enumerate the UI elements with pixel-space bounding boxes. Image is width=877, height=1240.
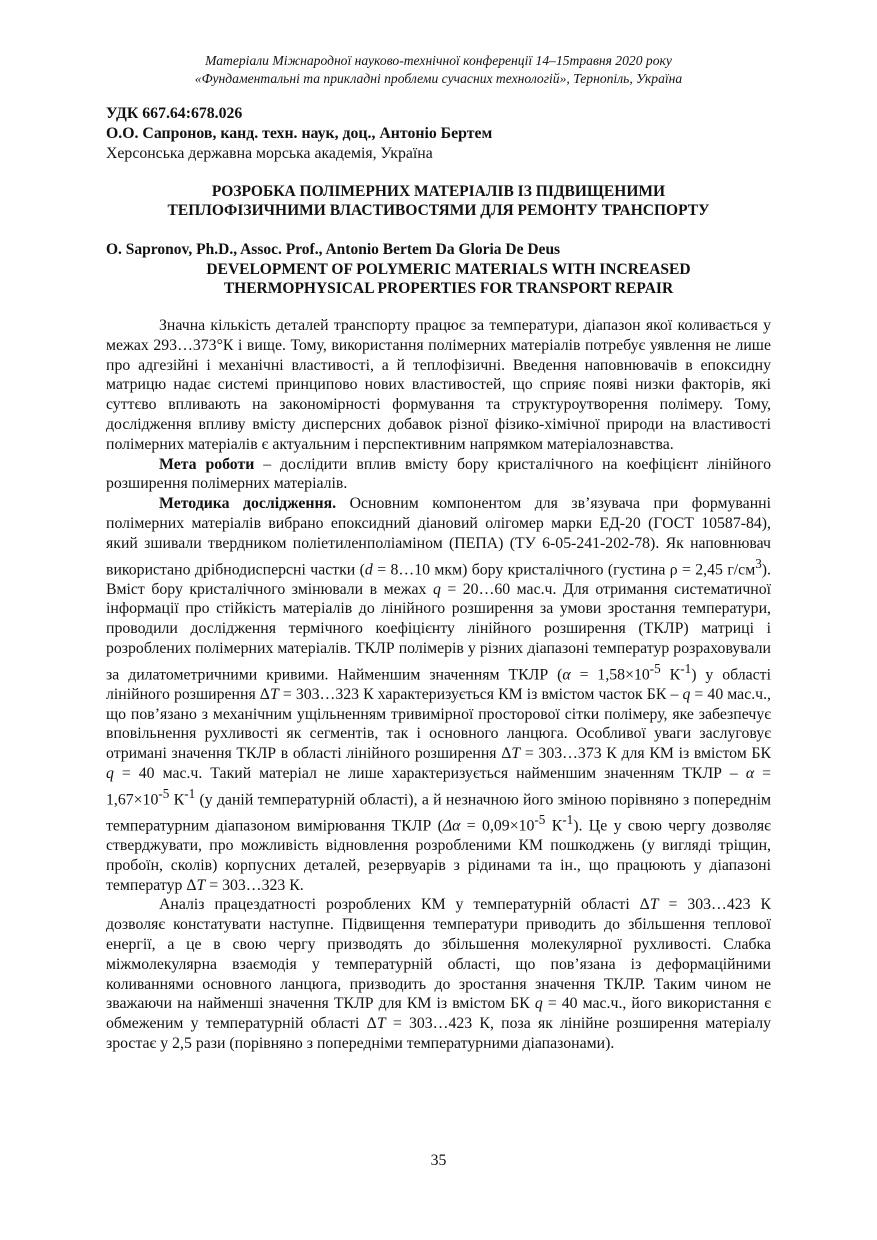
method-text: = 40 мас.ч., що пов’язано з механічним ущільненням тривимірної просторової сітки полімеру, яке забезпечує вповільнення рухливості як сегментів, так і основного ланцюга. Особливої уваги заслуговує отримані значення ТКЛР в області лінійного розширення Δ (106, 685, 771, 763)
udc-code: УДК 667.64:678.026 (106, 105, 243, 122)
var-t: T (511, 745, 521, 763)
method-text: ). Вміст бору кристалічного змінювали в межах (106, 560, 771, 598)
superscript: -5 (534, 811, 546, 827)
var-q: q (682, 685, 691, 703)
goal-text: – дослідити вплив вмісту бору кристалічного на коефіцієнт лінійного розширення полімерних матеріалів. (106, 455, 771, 493)
var-t: T (196, 876, 206, 894)
var-q: q (432, 580, 441, 598)
var-alpha: α (562, 666, 571, 684)
superscript: -1 (562, 811, 574, 827)
analysis-text: = 303…423 К дозволяє констатувати наступне. Підвищення температури приводить до збільшення теплової енергії, а це в свою чергу призводять до збільшення молекулярної рухливості. Слабка міжмолекулярна взаємодія у температурній області, що пов’язана із деформаційними коливаннями основного ланцюга, призводить до зростання значення ТКЛР. Таким чином не зважаючи на найменші значення ТКЛР для КМ із вмістом БК (106, 896, 771, 1013)
affiliation: Херсонська державна морська академія, Україна (106, 145, 433, 162)
method-text: = 20…60 мас.ч. Для отримання систематичної інформації про стійкість матеріалів до лінійного розширення за умови зростання температури, проводили дослідження термічного коефіцієнту лінійного розширення (ТКЛР) матриці і розроблених полімерних матеріалів. ТКЛР полімерів у різних діапазоні температур розраховували за дилатометричними кривими. Найменшим значенням ТКЛР ( (106, 580, 771, 684)
var-t: T (269, 685, 279, 703)
paragraph-goal (106, 455, 771, 495)
superscript: 3 (755, 555, 762, 571)
paragraph-analysis (106, 895, 771, 1053)
method-text: = 1,67×10 (106, 765, 772, 809)
method-text: ). Це у свою чергу дозволяє стверджувати, про можливість відновлення розробленими КМ пошкоджень (у вигляді тріщин, пробоїн, сколів) корпусних деталей, резервуарів з рідинами та ін., що працюють у діапазоні температур Δ (106, 817, 771, 894)
paragraph-intro: Значна кількість деталей транспорту працює за температури, діапазон якої коливається у межах 293…373°К і вище. Тому, використання полімерних матеріалів потребує уявлення не лише про адгезійні і механічні властивості, а й теплофізичні. Введення наповнювачів в епоксидну матрицю надає системі принципово нових властивостей, що сприяє появі низки факторів, які суттєво впливають на закономірності формування та структуроутворення полімеру. Тому, дослідження впливу вмісту дисперсних добавок різної фізико-хімічної природи на властивості полімерних матеріалів є актуальним і перспективним напрямком матеріалознавства. (106, 317, 771, 453)
method-text: = 1,58×10 (570, 666, 650, 684)
var-q: q (106, 765, 114, 783)
article-meta (106, 104, 771, 164)
analysis-text: = 40 мас.ч., його використання є обмеженим у температурній області Δ (106, 995, 771, 1033)
method-text: ) у області лінійного розширення Δ (106, 666, 771, 703)
var-delta-alpha: Δα (442, 817, 461, 835)
goal-lead: Мета роботи (159, 455, 255, 473)
title-ukrainian (106, 182, 771, 220)
superscript: -1 (184, 785, 196, 801)
method-text: Основним компонентом для зв’язувача при формуванні полімерних матеріалів вибрано епоксидний діановий олігомер марки ЕД-20 (ГОСТ 10587-84), який зшивали твердником поліетиленполіаміном (ПЕПА) (ТУ 6-05-241-202-78). Як наповнювач використано дрібнодисперсні частки ( (106, 495, 771, 578)
method-text: = 0,09×10 (460, 817, 535, 835)
method-text: = 303…323 К. (205, 876, 304, 894)
page-number: 35 (430, 1152, 447, 1169)
article-body (106, 316, 771, 1054)
paragraph-method (106, 494, 771, 895)
var-t: T (376, 1015, 386, 1033)
method-text: К (169, 791, 185, 809)
analysis-text: Аналіз працездатності розроблених КМ у температурній області Δ (159, 896, 650, 914)
method-text: К (545, 817, 563, 835)
title-ua-line-1: РОЗРОБКА ПОЛІМЕРНИХ МАТЕРІАЛІВ ІЗ ПІДВИЩЕНИМИ (211, 183, 666, 200)
authors-english: O. Sapronov, Ph.D., Assoc. Prof., Antonio Bertem Da Gloria De Deus (106, 241, 561, 258)
method-text: К (660, 666, 681, 684)
var-d: d (364, 560, 373, 578)
title-en-line-1: DEVELOPMENT OF POLYMERIC MATERIALS WITH INCREASED (206, 261, 691, 278)
method-text: = 303…323 К характеризується КМ із вмістом часток БК – (278, 685, 683, 703)
title-english (106, 260, 771, 298)
header-line-1: Матеріали Міжнародної науково-технічної конференції 14–15травня 2020 року (205, 53, 672, 68)
header-line-2: «Фундаментальні та прикладні проблеми сучасних технологій», Тернопіль, Україна (194, 71, 683, 86)
method-text: (у даній температурній області), а й незначною його зміною порівняно з попереднім температурним діапазоном вимірювання ТКЛР ( (106, 791, 771, 835)
var-t: T (649, 896, 659, 914)
authors-ua: О.О. Сапронов, канд. техн. наук, доц., Антоніо Бертем (106, 125, 493, 142)
superscript: -5 (158, 785, 170, 801)
var-alpha: α (745, 765, 755, 783)
superscript: -1 (680, 660, 692, 676)
method-lead: Методика дослідження. (159, 495, 337, 513)
superscript: -5 (649, 660, 661, 676)
method-text: = 303…373 К для КМ із вмістом БК (520, 745, 772, 763)
title-en-line-2: THERMOPHYSICAL PROPERTIES FOR TRANSPORT REPAIR (223, 280, 674, 297)
var-q: q (534, 995, 543, 1013)
title-ua-line-2: ТЕПЛОФІЗИЧНИМИ ВЛАСТИВОСТЯМИ ДЛЯ РЕМОНТУ ТРАНСПОРТУ (167, 202, 710, 219)
method-text: = 8…10 мкм) бору кристалічного (густина ρ = 2,45 г/см (372, 560, 756, 578)
conference-header (106, 52, 771, 88)
method-text: = 40 мас.ч. Такий матеріал не лише характеризується найменшим значенням ТКЛР – (113, 765, 746, 783)
analysis-text: = 303…423 К, поза як лінійне розширення матеріалу зростає у 2,5 рази (порівняно з попередніми температурними діапазонами). (106, 1015, 771, 1052)
